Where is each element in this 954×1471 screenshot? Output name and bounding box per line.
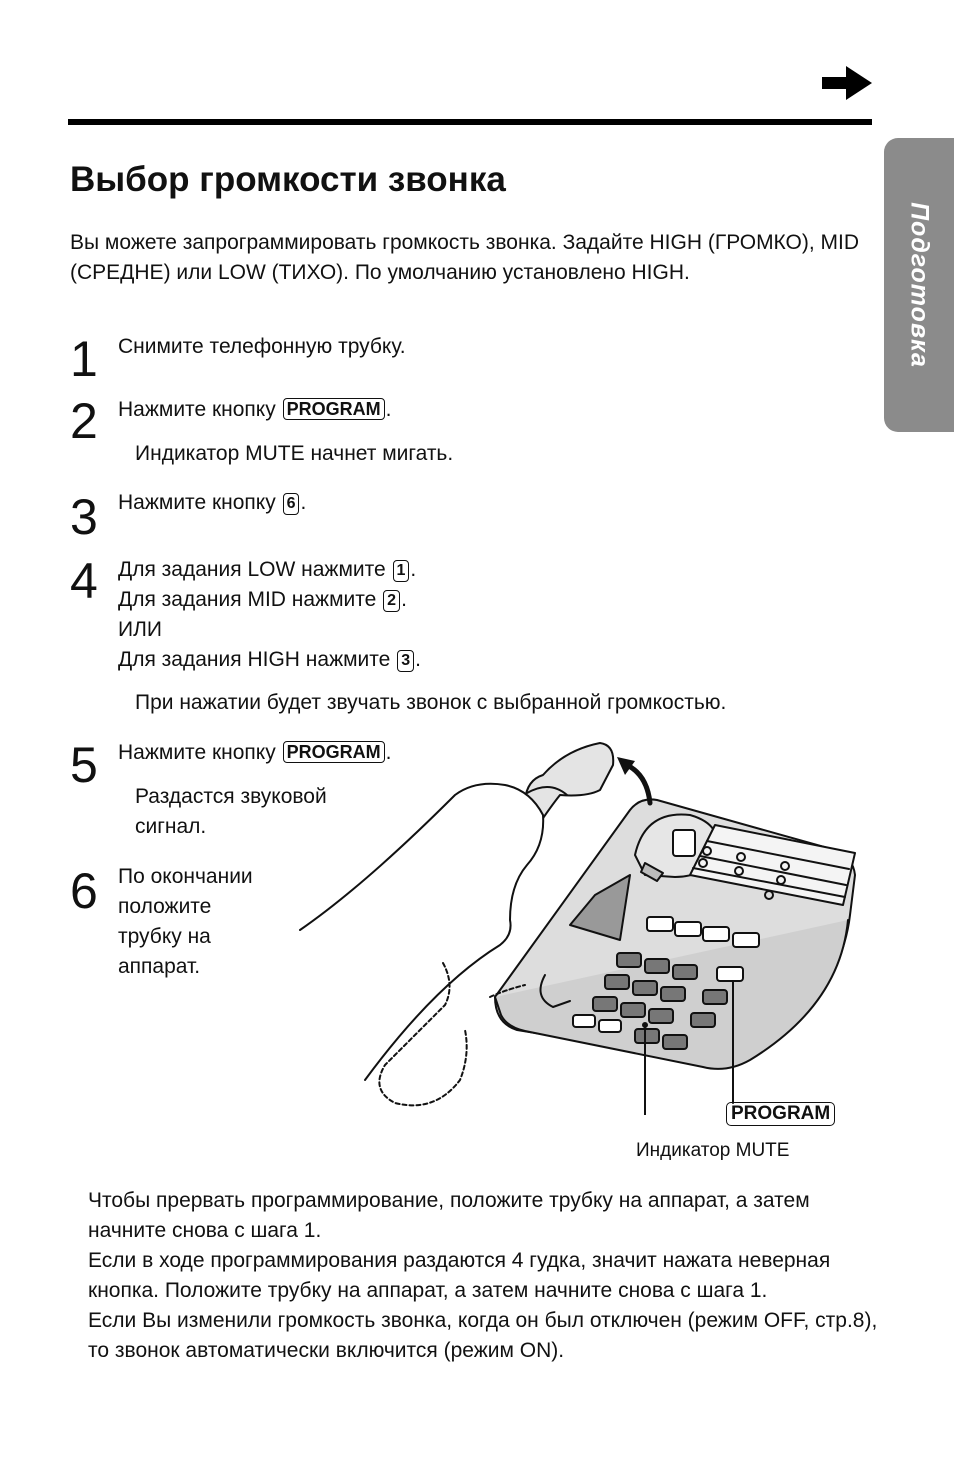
next-page-arrow-icon xyxy=(822,66,872,100)
mute-indicator-callout-label: Индикатор MUTE xyxy=(636,1140,790,1161)
step-number-3: 3 xyxy=(70,489,98,545)
step-2-note: Индикатор MUTE начнет мигать. xyxy=(135,442,454,465)
step-6-line-3: трубку на xyxy=(118,925,211,948)
step-4-line-high xyxy=(118,645,421,675)
step-4-line-or: ИЛИ xyxy=(118,618,162,641)
page-title: Выбор громкости звонка xyxy=(70,160,506,199)
key-3: 3 xyxy=(397,650,414,672)
program-key: PROGRAM xyxy=(283,741,385,763)
top-rule xyxy=(68,119,872,125)
program-button xyxy=(717,967,743,981)
step-5-text-post: . xyxy=(385,741,392,764)
section-tab-label: Подготовка xyxy=(905,202,934,368)
step-2-text-pre: Нажмите кнопку xyxy=(118,398,282,421)
step-4-line-high-post: . xyxy=(415,648,421,671)
step-4-line-mid xyxy=(118,585,421,615)
footer-note-2: Если в ходе программирования раздаются 4 гудка, значит нажата неверная кнопка. Положите трубку на аппарат, а затем начните снова с шага 1. xyxy=(88,1249,831,1302)
step-number-6: 6 xyxy=(70,863,98,919)
step-3-text xyxy=(118,488,306,518)
step-2-text xyxy=(118,395,391,425)
step-1-text: Снимите телефонную трубку. xyxy=(118,335,406,358)
footer-notes xyxy=(88,1186,888,1366)
program-callout-label: PROGRAM xyxy=(726,1102,835,1126)
key-2: 2 xyxy=(383,590,400,612)
key-1: 1 xyxy=(393,560,410,582)
step-number-2: 2 xyxy=(70,393,98,449)
step-5-note-line-2: сигнал. xyxy=(135,815,207,838)
step-4-line-mid-post: . xyxy=(401,588,407,611)
step-6-line-4: аппарат. xyxy=(118,955,201,978)
step-6-line-2: положите xyxy=(118,895,212,918)
step-number-1: 1 xyxy=(70,331,98,387)
hand xyxy=(300,784,543,1080)
step-number-5: 5 xyxy=(70,737,98,793)
lift-arrow-icon xyxy=(627,765,650,803)
step-4-line-low-text: Для задания LOW нажмите xyxy=(118,558,392,581)
step-3-text-pre: Нажмите кнопку xyxy=(118,491,282,514)
step-number-4: 4 xyxy=(70,553,98,609)
step-4-line-mid-text: Для задания MID нажмите xyxy=(118,588,383,611)
footer-note-1: Чтобы прервать программирование, положите трубку на аппарат, а затем начните снова с шага 1. xyxy=(88,1189,810,1242)
footer-note-3: Если Вы изменили громкость звонка, когда он был отключен (режим OFF, стр.8), то звонок автоматически включится (режим ON). xyxy=(88,1309,878,1362)
step-4-line-low-post: . xyxy=(410,558,417,581)
step-4-text xyxy=(118,555,421,675)
step-6-line-1: По окончании xyxy=(118,865,253,888)
step-4-note: При нажатии будет звучать звонок с выбранной громкостью. xyxy=(135,691,727,714)
telephone-illustration xyxy=(295,735,895,1115)
step-4-line-high-text: Для задания HIGH нажмите xyxy=(118,648,397,671)
section-tab xyxy=(884,138,954,432)
step-2-text-post: . xyxy=(385,398,392,421)
intro-paragraph: Вы можете запрограммировать громкость звонка. Задайте HIGH (ГРОМКО), MID (СРЕДНЕ) или LOW (ТИХО). По умолчанию установлено HIGH. xyxy=(70,231,860,284)
step-5-text-pre: Нажмите кнопку xyxy=(118,741,282,764)
step-5-note-line-1: Раздастся звуковой xyxy=(135,785,327,808)
step-3-text-post: . xyxy=(300,491,307,514)
step-4-line-low xyxy=(118,555,421,585)
key-6: 6 xyxy=(283,493,300,515)
step-6-text xyxy=(118,862,253,982)
program-key: PROGRAM xyxy=(283,398,385,420)
